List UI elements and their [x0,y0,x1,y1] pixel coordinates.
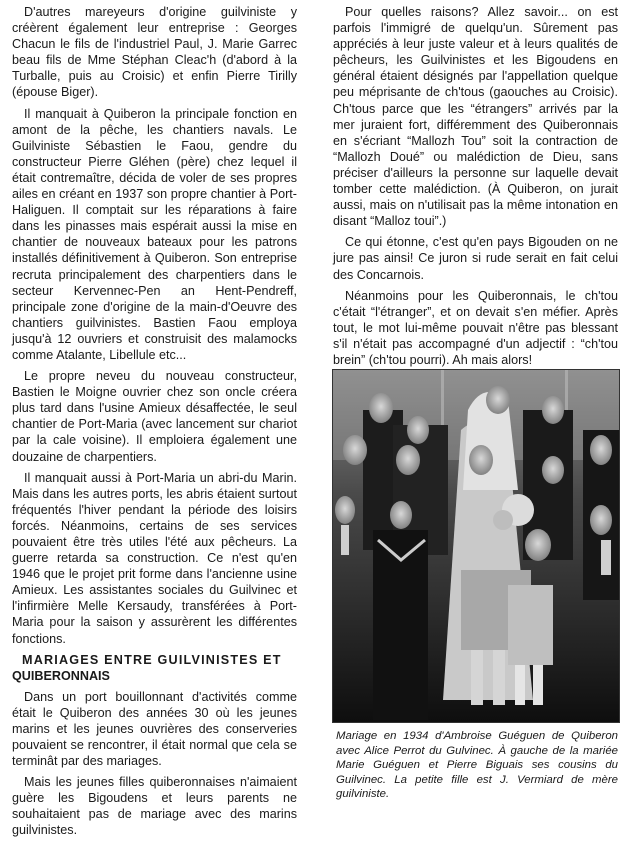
paragraph: Mais les jeunes filles quiberonnaises n'aimaient guère les Bigoudens et leurs parents ne souhaitaient pas de mariage avec des marins guilvinistes. [12,775,297,838]
section-heading-line2: QUIBERONNAIS [12,668,110,683]
photo-caption: Mariage en 1934 d'Ambroise Guéguen de Quiberon avec Alice Perrot du Gulvinec. À gauche de la mariée Marie Guéguen et Pierre Biguais ses cousins du Guilvinec. La petite fille est J. Vermiard de mère guilviniste. [336,730,618,801]
paragraph: Il manquait aussi à Port-Maria un abri-du Marin. Mais dans les autres ports, les abris étaient surtout fréquentés l'hiver pendant la période des loisirs forcés. Néanmoins, certains de ses services pouvaient être très utiles l'été aux pêcheurs. La guerre retarda sa construction. Ce n'est qu'en 1946 que le projet prit forme dans l'ancienne usine Amieux. Les assistantes sociales du Guilvinec et l'infirmière Melle Kersaudy, transférées à Port-Maria pour la saison y assurèrent les différentes fonctions. [12,470,297,646]
wedding-photo [332,369,620,723]
left-column [12,4,297,844]
paragraph: Pour quelles raisons? Allez savoir... on est parfois l'immigré de quelqu'un. Sûrement pas appréciés à leur juste valeur et à leurs qualités de pêcheurs, les Guilvinistes et les Bigoudens en général étaient désignés par l'appellation quelque peu méprisante de ch'tous (gaouches au Croisic). Ch'tous parce que les “étrangers” arrivés par la mer juraient fort, différemment des Quiberonnais en s'écriant “Mallozh Tou” soit la contraction de “Mallozh Doué” ou malédiction de Dieu, sans préciser d'ailleurs la personne sur laquelle devait tomber cette malédiction. (À Quiberon, on jurait aussi, mais on n'utilisait pas la même intonation en disant “Malloz toui”.) [333,5,618,229]
wedding-photo-image [333,370,619,722]
paragraph: Néanmoins pour les Quiberonnais, le ch'tou c'était “l'étranger”, et on devait s'en méfier. Après tout, le mot lui-même pouvait n'être pas blessant s'il n'était pas accompagné d'un adjectif : “ch'tou brein” (ch'tou pourri). Ah mais alors! [333,288,618,367]
paragraph: D'autres mareyeurs d'origine guilviniste y créèrent également leur entreprise : Georges Chacun le fils de l'industriel Paul, J. Marie Garrec beau fils de Mme Stéphan Cleac'h (d'abord à la Turballe, puis au Croisic) et enfin Pierre Tirilly (épouse Biger). [12,5,297,100]
paragraph: Le propre neveu du nouveau constructeur, Bastien le Moigne ouvrier chez son oncle créera plus tard dans l'usine Amieux désaffectée, le seul chantier de Port-Maria (avec lancement sur chariot par la cale voisine). Il emploiera également une douzaine de charpentiers. [12,369,297,464]
section-heading-line1: MARIAGES ENTRE GUILVINISTES ET [22,652,282,667]
paragraph: Ce qui étonne, c'est qu'en pays Bigouden on ne jure pas ainsi! Ce juron si rude serait en fait celui des Concarnois. [333,235,618,282]
section-heading [12,652,297,684]
paragraph: Il manquait à Quiberon la principale fonction en amont de la pêche, les chantiers navals. Le Guilviniste Sébastien le Faou, gendre du constructeur Pierre Gléhen (père) chez lequel il était contremaître, décida de voler de ses propres ailes en créant en 1937 son propre chantier à Port-Haliguen. Il comptait sur les réparations à faire dans les pinasses mais espérait aussi la mise en chantier de nouveaux bateaux pour les patrons installés définitivement à Quiberon. Son entreprise recruta principalement des charpentiers dans le secteur Kervennec-Pen an Hent-Pendreff, principale zone d'origine de la main-d'Oeuvre des chantiers guilvinistes. Bastien Faou employa jusqu'à 12 ouvriers et construisit des malamocks comme Atalante, Libellule etc... [12,106,297,362]
right-column [333,4,618,373]
paragraph: Dans un port bouillonnant d'activités comme était le Quiberon des années 30 où les jeunes marins et les jeunes ouvrières des conserveries pouvaient se rencontrer, il était normal que cela se terminât par des mariages. [12,689,297,769]
